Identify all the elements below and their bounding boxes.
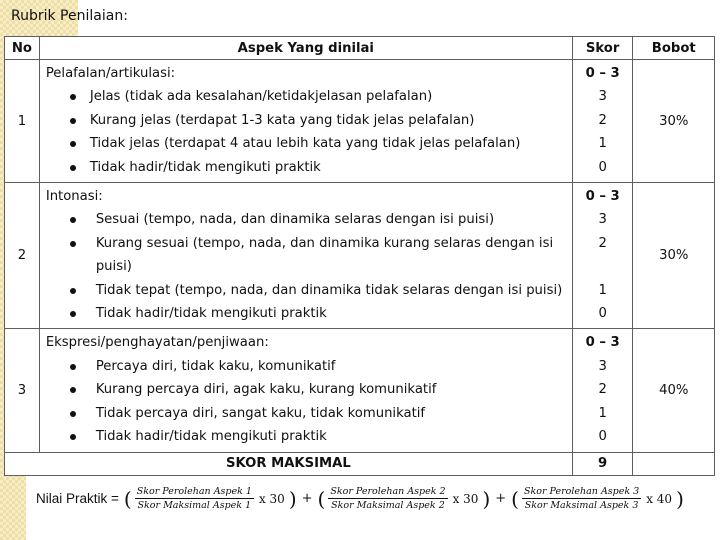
close-paren: ) (288, 486, 297, 511)
total-empty-cell (633, 452, 715, 475)
bobot-value: 30% (633, 183, 715, 329)
header-skor: Skor (572, 37, 633, 60)
score-value: 0 (598, 429, 607, 445)
bobot-value: 40% (633, 329, 715, 452)
row-number: 3 (5, 329, 40, 452)
score-value: 0 (598, 306, 607, 322)
fraction-numerator: Skor Perolehan Aspek 3 (523, 486, 640, 497)
formula-label: Nilai Praktik = (36, 491, 119, 506)
close-paren: ) (676, 486, 684, 511)
score-value: 2 (598, 382, 607, 398)
skor-cell (572, 329, 633, 452)
score-value: 3 (598, 89, 607, 105)
header-bobot: Bobot (633, 37, 715, 60)
rubric-table (4, 36, 715, 476)
score-value: 1 (598, 282, 607, 298)
criterion-item: Tidak hadir/tidak mengikuti praktik (46, 302, 572, 325)
score-value: 2 (598, 112, 607, 128)
criteria-list (46, 355, 572, 449)
criterion-item: Jelas (tidak ada kesalahan/ketidakjelasan pelafalan) (46, 85, 572, 108)
criterion-item: Kurang percaya diri, agak kaku, kurang komunikatif (46, 378, 572, 401)
plus-sign: + (301, 491, 313, 506)
table-row (5, 329, 715, 452)
table-row (5, 60, 715, 183)
fraction (328, 486, 447, 511)
aspek-title: Intonasi: (45, 189, 103, 205)
fraction (135, 486, 254, 511)
aspek-cell (39, 329, 572, 452)
fraction-numerator: Skor Perolehan Aspek 1 (136, 486, 252, 497)
skor-range: 0 – 3 (585, 189, 620, 205)
criterion-item: Sesuai (tempo, nada, dan dinamika selaras dengan isi puisi) (46, 208, 572, 231)
bobot-value: 30% (633, 60, 715, 183)
criterion-item: Tidak hadir/tidak mengikuti praktik (46, 156, 572, 179)
aspek-cell (39, 183, 572, 329)
close-paren: ) (482, 486, 491, 511)
table-header-row (5, 37, 715, 60)
score-value: 1 (598, 136, 607, 152)
weight-factor: x 30 (452, 491, 479, 506)
skor-cell (572, 183, 633, 329)
header-aspek: Aspek Yang dinilai (39, 37, 572, 60)
score-value: 3 (598, 358, 607, 374)
aspek-title: Pelafalan/artikulasi: (45, 66, 176, 81)
skor-range: 0 – 3 (585, 66, 620, 81)
criterion-item: Tidak percaya diri, sangat kaku, tidak komunikatif (46, 402, 572, 425)
plus-sign: + (495, 491, 507, 506)
criterion-item: Tidak hadir/tidak mengikuti praktik (46, 425, 572, 448)
skor-range: 0 – 3 (585, 335, 620, 351)
aspek-title: Ekspresi/penghayatan/penjiwaan: (45, 335, 269, 351)
row-number: 2 (5, 183, 40, 329)
header-no: No (5, 37, 40, 60)
weight-factor: x 30 (258, 491, 285, 506)
row-number: 1 (5, 60, 40, 183)
criteria-list (46, 208, 572, 325)
fraction (522, 486, 641, 511)
score-value: 0 (598, 159, 607, 175)
criterion-item: Percaya diri, tidak kaku, komunikatif (46, 355, 572, 378)
criterion-item: Tidak jelas (terdapat 4 atau lebih kata yang tidak jelas pelafalan) (46, 132, 572, 155)
criterion-item: Kurang jelas (terdapat 1-3 kata yang tidak jelas pelafalan) (46, 109, 572, 132)
criterion-item: Kurang sesuai (tempo, nada, dan dinamika kurang selaras dengan isi puisi) (46, 232, 572, 279)
fraction-numerator: Skor Perolehan Aspek 2 (330, 486, 446, 497)
weight-factor: x 40 (646, 491, 673, 506)
aspek-cell (39, 60, 572, 183)
fraction-denominator: Skor Maksimal Aspek 3 (524, 500, 639, 511)
criteria-list (46, 85, 572, 179)
total-label: SKOR MAKSIMAL (5, 452, 573, 475)
rubric-caption: Rubrik Penilaian: (11, 8, 128, 24)
table-row (5, 183, 715, 329)
score-value: 2 (598, 235, 607, 251)
open-paren: ( (317, 486, 326, 511)
open-paren: ( (123, 486, 132, 511)
fraction-denominator: Skor Maksimal Aspek 1 (137, 500, 252, 511)
score-value: 1 (598, 405, 607, 421)
criterion-item: Tidak tepat (tempo, nada, dan dinamika tidak selaras dengan isi puisi) (46, 279, 572, 302)
total-row (5, 452, 715, 475)
score-value: 3 (598, 212, 607, 228)
fraction-denominator: Skor Maksimal Aspek 2 (331, 500, 445, 511)
total-value: 9 (572, 452, 633, 475)
score-formula (36, 486, 685, 511)
open-paren: ( (511, 486, 519, 511)
skor-cell (572, 60, 633, 183)
score-spacer (573, 255, 633, 278)
